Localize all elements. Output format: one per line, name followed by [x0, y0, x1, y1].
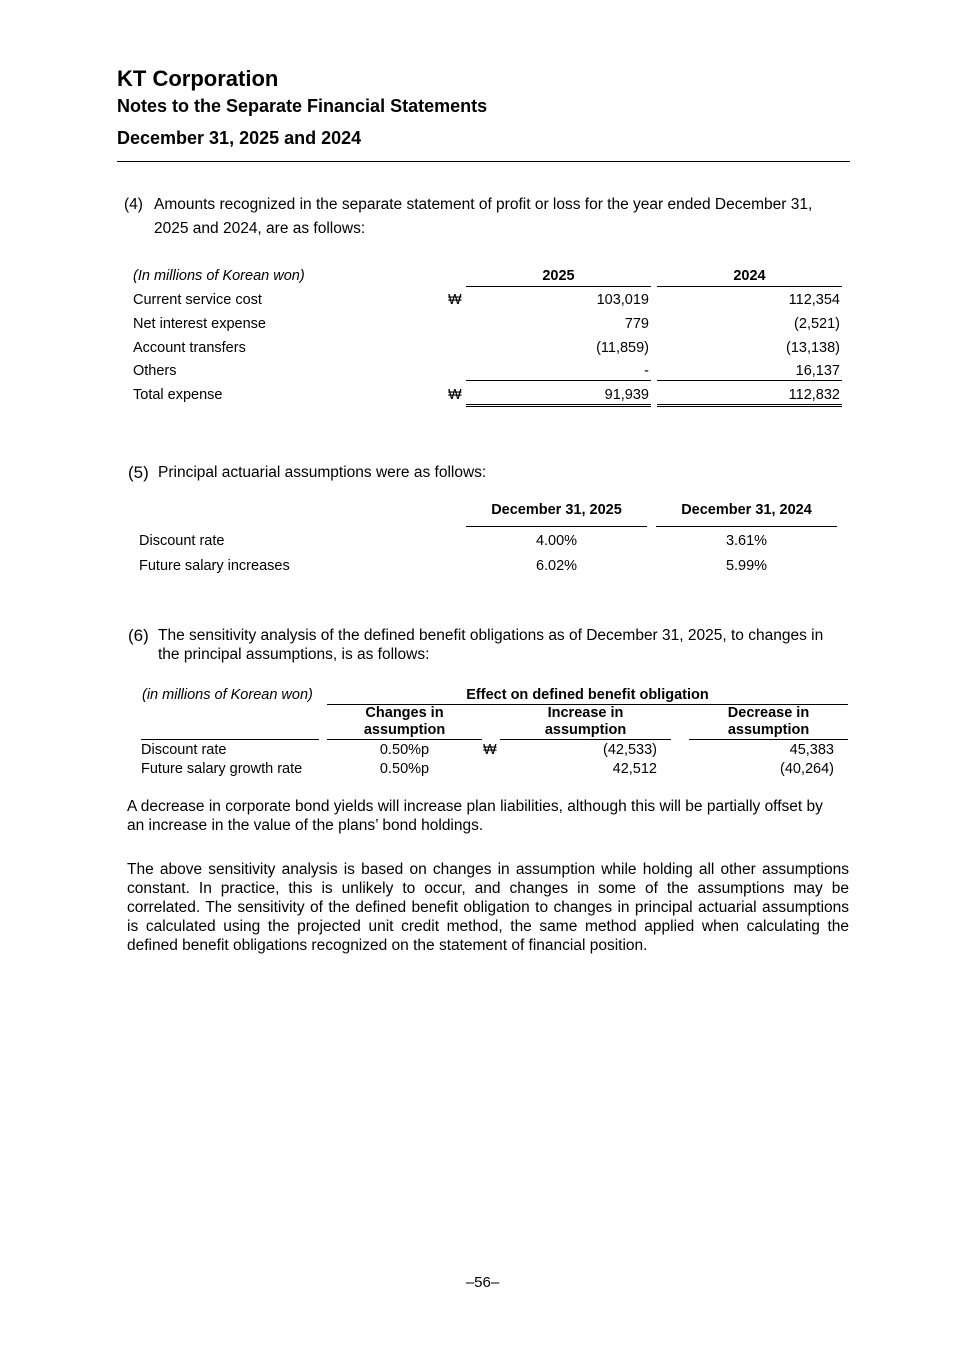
- total-2025: 91,939: [604, 387, 649, 403]
- row-label: Others: [133, 363, 177, 379]
- value-2025: (11,859): [596, 340, 649, 356]
- value-2024: (13,138): [785, 340, 840, 356]
- change-value: 0.50%p: [379, 742, 430, 758]
- note-5-intro-text: Principal actuarial assumptions were as follows:: [158, 464, 487, 481]
- row-label: Future salary growth rate: [141, 761, 303, 777]
- paragraph-line: A decrease in corporate bond yields will increase plan liabilities, although this will be partially offset by: [127, 798, 823, 815]
- column-rule: [141, 739, 319, 740]
- note-6-intro-line2: the principal assumptions, is as follows:: [158, 646, 430, 663]
- value-2025: -: [644, 363, 649, 379]
- value-2024: 112,354: [788, 292, 840, 308]
- currency-symbol: ₩: [483, 742, 497, 758]
- note-4-number: (4): [124, 196, 143, 213]
- increase-value: (42,533): [602, 742, 657, 758]
- value-2025: 779: [624, 316, 649, 332]
- total-double-rule: [657, 404, 842, 407]
- bond-yield-paragraph: [127, 797, 849, 835]
- note-6-intro-line1: The sensitivity analysis of the defined benefit obligations as of December 31, 2025, to changes in: [158, 627, 824, 644]
- sensitivity-paragraph: The above sensitivity analysis is based on changes in assumption while holding all other assumptions constant. In practice, this is unlikely to occur, and changes in some of the assumptions may be correlated. The sensitivity of the defined benefit obligation to changes in principal actuarial assumptions is calculated using the projected unit credit method, the same method applied when calculating the defined benefit obligations recognized on the statement of financial position.: [127, 861, 849, 954]
- value-2025: 4.00%: [535, 533, 578, 549]
- change-value: 0.50%p: [379, 761, 430, 777]
- value-2024: (2,521): [794, 316, 840, 332]
- header-divider: [117, 161, 850, 162]
- currency-symbol: ₩: [448, 292, 462, 308]
- note-5-number: (5): [128, 463, 149, 482]
- total-double-rule: [466, 404, 651, 407]
- column-rule: [689, 739, 848, 740]
- column-header-2025: 2025: [542, 268, 575, 284]
- column-rule: [657, 286, 842, 287]
- subtotal-rule: [657, 380, 842, 381]
- increase-value: 42,512: [612, 761, 657, 777]
- company-name: KT Corporation: [117, 66, 279, 91]
- column-rule: [466, 286, 651, 287]
- column-rule: [327, 739, 482, 740]
- unit-label: (in millions of Korean won): [142, 687, 313, 703]
- header-line: assumption: [363, 722, 446, 738]
- row-label: Discount rate: [139, 533, 225, 549]
- subtotal-rule: [466, 380, 651, 381]
- row-label: Discount rate: [141, 742, 227, 758]
- header-line: Changes in: [365, 705, 444, 721]
- row-label: Future salary increases: [139, 558, 290, 574]
- value-2024: 3.61%: [725, 533, 768, 549]
- total-2024: 112,832: [788, 387, 840, 403]
- column-rule: [500, 739, 671, 740]
- column-header-2024: 2024: [733, 268, 766, 284]
- paragraph-line: an increase in the value of the plans’ bond holdings.: [127, 817, 484, 834]
- currency-symbol: ₩: [448, 387, 462, 403]
- column-header-decrease: [689, 705, 848, 739]
- header-line: assumption: [727, 722, 810, 738]
- row-label: Current service cost: [133, 292, 262, 308]
- row-label: Account transfers: [133, 340, 246, 356]
- value-2024: 16,137: [795, 363, 840, 379]
- column-header-2024: December 31, 2024: [681, 502, 812, 518]
- document-period: December 31, 2025 and 2024: [117, 128, 362, 148]
- note-4-intro-line2: 2025 and 2024, are as follows:: [154, 220, 366, 237]
- unit-label: (In millions of Korean won): [133, 268, 305, 284]
- column-rule: [466, 526, 647, 527]
- page-number: –56–: [465, 1274, 500, 1291]
- decrease-value: (40,264): [779, 761, 834, 777]
- note-4-intro-line1: Amounts recognized in the separate statement of profit or loss for the year ended December 31,: [154, 196, 813, 213]
- total-label: Total expense: [133, 387, 223, 403]
- note-6-number: (6): [128, 626, 149, 645]
- header-line: Decrease in: [727, 705, 810, 721]
- value-2025: 6.02%: [535, 558, 578, 574]
- value-2025: 103,019: [596, 292, 649, 308]
- header-line: Increase in: [547, 705, 624, 721]
- column-header-2025: December 31, 2025: [491, 502, 622, 518]
- group-header: Effect on defined benefit obligation: [466, 687, 709, 703]
- column-rule: [656, 526, 837, 527]
- decrease-value: 45,383: [789, 742, 834, 758]
- header-line: assumption: [544, 722, 627, 738]
- document-title: Notes to the Separate Financial Statements: [117, 96, 488, 116]
- column-header-changes: [327, 705, 482, 739]
- row-label: Net interest expense: [133, 316, 266, 332]
- column-header-increase: [500, 705, 671, 739]
- value-2024: 5.99%: [725, 558, 768, 574]
